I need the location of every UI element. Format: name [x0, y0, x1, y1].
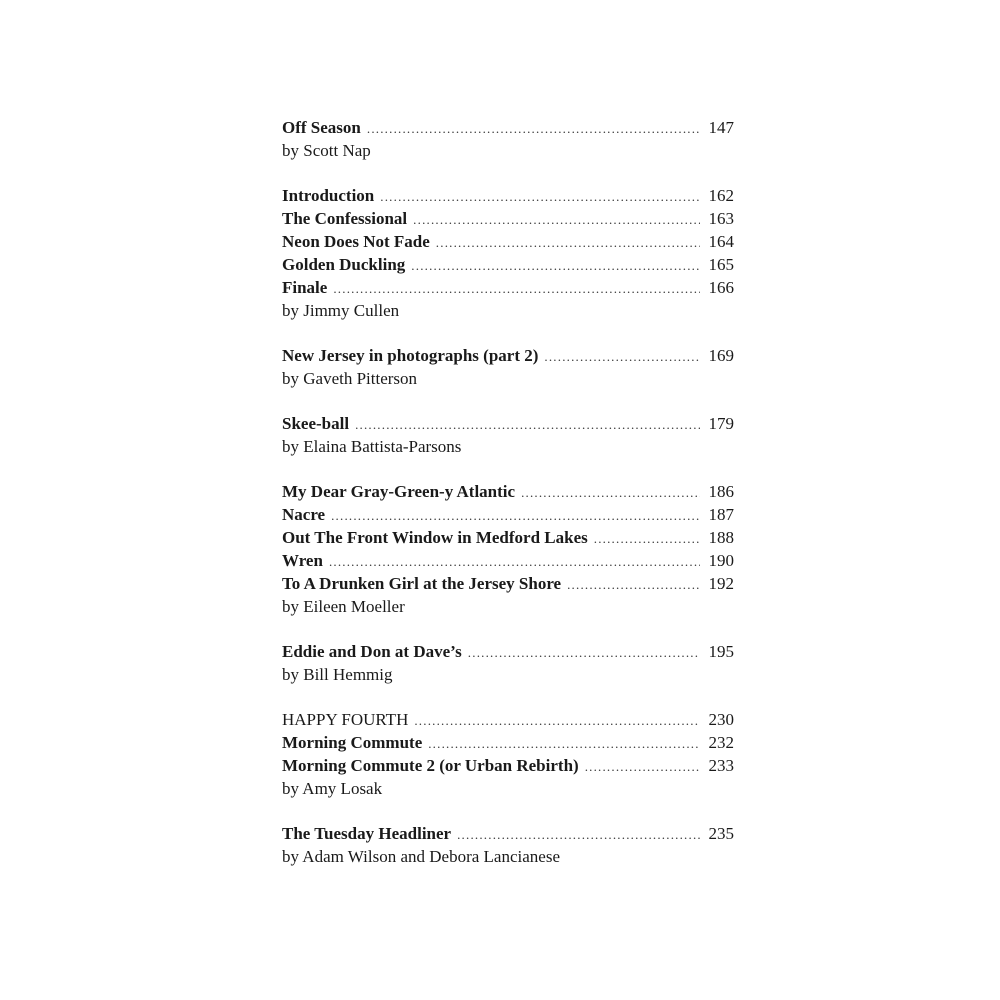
toc-entry[interactable]: [282, 754, 734, 777]
toc-group: [282, 116, 734, 162]
toc-entry[interactable]: [282, 640, 734, 663]
entry-author: by Amy Losak: [282, 779, 383, 798]
page-number: 230: [708, 710, 734, 729]
dot-leader: [436, 231, 700, 254]
page-number: 179: [708, 414, 734, 433]
toc-group: [282, 344, 734, 390]
toc-entry[interactable]: [282, 526, 734, 549]
page-number: 147: [708, 118, 734, 137]
dot-leader: [331, 504, 700, 527]
entry-title: Wren: [282, 551, 323, 570]
page-number: 187: [708, 505, 734, 524]
toc-entry[interactable]: [282, 207, 734, 230]
table-of-contents: [282, 116, 734, 890]
toc-group: [282, 412, 734, 458]
toc-entry[interactable]: [282, 253, 734, 276]
toc-group: [282, 822, 734, 868]
toc-entry[interactable]: [282, 184, 734, 207]
dot-leader: [355, 413, 700, 436]
dot-leader: [414, 709, 700, 732]
entry-author: by Bill Hemmig: [282, 665, 393, 684]
toc-group: [282, 640, 734, 686]
entry-author: by Jimmy Cullen: [282, 301, 400, 320]
dot-leader: [333, 277, 700, 300]
dot-leader: [468, 641, 700, 664]
dot-leader: [594, 527, 700, 550]
dot-leader: [367, 117, 700, 140]
entry-title: Out The Front Window in Medford Lakes: [282, 528, 588, 547]
entry-title: Off Season: [282, 118, 361, 137]
toc-entry[interactable]: [282, 572, 734, 595]
entry-title: Golden Duckling: [282, 255, 406, 274]
dot-leader: [413, 208, 700, 231]
page-number: 235: [708, 824, 734, 843]
entry-author: by Adam Wilson and Debora Lancianese: [282, 847, 561, 866]
entry-author: by Elaina Battista-Parsons: [282, 437, 462, 456]
toc-entry[interactable]: [282, 412, 734, 435]
toc-entry[interactable]: [282, 276, 734, 299]
entry-author: by Eileen Moeller: [282, 597, 405, 616]
toc-entry[interactable]: [282, 116, 734, 139]
dot-leader: [567, 573, 700, 596]
entry-title: Eddie and Don at Dave’s: [282, 642, 462, 661]
entry-title: Introduction: [282, 186, 375, 205]
toc-entry[interactable]: [282, 549, 734, 572]
page-number: 165: [708, 255, 734, 274]
dot-leader: [457, 823, 700, 846]
entry-title: Neon Does Not Fade: [282, 232, 430, 251]
dot-leader: [544, 345, 700, 368]
entry-author: by Gaveth Pitterson: [282, 369, 418, 388]
toc-entry[interactable]: [282, 731, 734, 754]
page-number: 233: [708, 756, 734, 775]
entry-title: The Tuesday Headliner: [282, 824, 452, 843]
page-number: 169: [708, 346, 734, 365]
toc-entry[interactable]: [282, 480, 734, 503]
toc-entry[interactable]: [282, 822, 734, 845]
entry-title: Skee-ball: [282, 414, 350, 433]
entry-title: Morning Commute 2 (or Urban Rebirth): [282, 756, 579, 775]
toc-group: [282, 184, 734, 322]
page-number: 162: [708, 186, 734, 205]
page-number: 163: [708, 209, 734, 228]
toc-entry[interactable]: [282, 708, 734, 731]
page-number: 190: [708, 551, 734, 570]
page-number: 232: [708, 733, 734, 752]
dot-leader: [428, 732, 700, 755]
toc-entry[interactable]: [282, 230, 734, 253]
toc-group: [282, 708, 734, 800]
dot-leader: [380, 185, 700, 208]
page-number: 195: [708, 642, 734, 661]
entry-title: Morning Commute: [282, 733, 423, 752]
dot-leader: [329, 550, 700, 573]
toc-entry[interactable]: [282, 344, 734, 367]
toc-group: [282, 480, 734, 618]
dot-leader: [521, 481, 700, 504]
page-number: 166: [708, 278, 734, 297]
entry-title: New Jersey in photographs (part 2): [282, 346, 539, 365]
dot-leader: [585, 755, 700, 778]
entry-author: by Scott Nap: [282, 141, 371, 160]
page-number: 186: [708, 482, 734, 501]
entry-title: My Dear Gray-Green-y Atlantic: [282, 482, 516, 501]
entry-title: HAPPY FOURTH: [282, 710, 409, 729]
page-number: 192: [708, 574, 734, 593]
dot-leader: [411, 254, 700, 277]
entry-title: Finale: [282, 278, 328, 297]
toc-entry[interactable]: [282, 503, 734, 526]
entry-title: To A Drunken Girl at the Jersey Shore: [282, 574, 562, 593]
entry-title: Nacre: [282, 505, 326, 524]
entry-title: The Confessional: [282, 209, 408, 228]
page-number: 164: [708, 232, 734, 251]
page-number: 188: [708, 528, 734, 547]
